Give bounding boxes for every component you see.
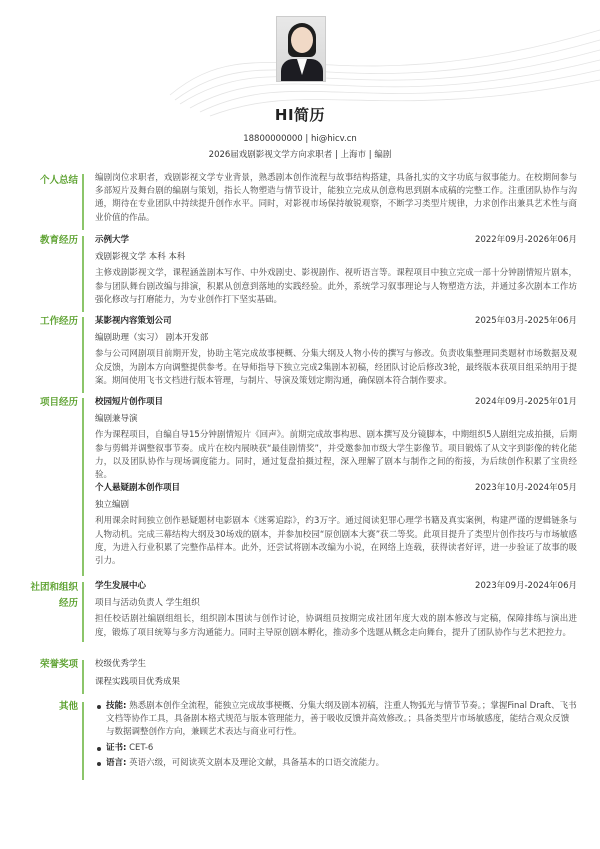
resume-name: HI简历: [274, 106, 326, 124]
company-name: 某影视内容策划公司: [95, 316, 172, 326]
contact-info: 18800000000 | hi@hicv.cn: [243, 134, 357, 144]
other-label: 其他: [58, 701, 78, 712]
other-item-skills: 技能: 熟悉剧本创作全流程，能独立完成故事梗概、分集大纲及剧本初稿，注重人物弧光与情节节奏。；掌握Final Draft、飞书文档等协作工具，具备剧本格式规范与版本管理能力，善于吸收反馈并高效修改。；具备类型片市场敏感度，能结合观众反馈与数据调整创作方向，兼顾艺术表达与商业可行性。: [95, 700, 577, 740]
work-role: 编剧助理（实习） 剧本开发部: [95, 333, 209, 344]
school-name: 示例大学: [95, 235, 130, 245]
campus-role: 项目与活动负责人 学生组织: [95, 598, 200, 609]
education-text: 主修戏剧影视文学，课程涵盖剧本写作、中外戏剧史、影视剧作、视听语言等。课程项目中独立完成一部十分钟剧情短片剧本，参与团队舞台剧改编与排演，积累从创意到落地的实践经验。此外，系统学习叙事理论与人物塑造方法，并通过多次剧本工作坊强化修改与打磨能力，为专业创作打下坚实基础。: [95, 268, 577, 305]
campus-org: 学生发展中心: [95, 581, 147, 591]
project-text: 利用课余时间独立创作悬疑题材电影剧本《迷雾追踪》，约3万字。通过阅读犯罪心理学书籍及真实案例，构建严谨的逻辑链条与人物动机。完成三幕结构大纲及30场戏的剧本，并参加校园“原创剧本大赛”获二等奖。此项目提升了类型片创作技巧与市场敏感度，为进入行业积累了完整作品样本。此外，还尝试将剧本改编为小说，在网络上连载，获得读者好评，进一步验证了故事的吸引力。: [95, 516, 577, 566]
campus-header: [95, 580, 577, 593]
education-header: [95, 234, 577, 247]
project-name: 校园短片创作项目: [95, 397, 164, 407]
section-divider-line: [82, 582, 84, 642]
other-item-certificate: 证书: CET-6: [95, 742, 577, 755]
project-name: 个人悬疑剧本创作项目: [95, 483, 181, 494]
project-item: [95, 482, 577, 568]
education-date: 2022年09月-2026年06月: [475, 235, 577, 245]
section-divider-line: [82, 236, 84, 312]
summary-text: 编剧岗位求职者，戏剧影视文学专业背景，熟悉剧本创作流程与故事结构搭建，具备扎实的文字功底与叙事能力。在校期间参与多部短片及舞台剧的编剧与策划，指长人物塑造与情节设计，能独立完成从创意构思到剧本成稿的完整工作。注重团队协作与沟通，期待在专业团队中持续提升创作水平。同时，对影视市场保持敏锐观察，不断学习类型片规律，力求创作出兼具艺术性与商业价值的作品。: [95, 173, 577, 223]
job-intent: 2026届戏剧影视文学方向求职者 | 上海市 | 编剧: [208, 150, 392, 160]
projects-label: 项目经历: [39, 397, 78, 408]
work-date: 2025年03月-2025年06月: [475, 316, 577, 326]
education-major: 戏剧影视文学 本科 本科: [95, 252, 186, 263]
awards-label: 荣誉奖项: [39, 659, 78, 670]
campus-date: 2023年09月-2024年06月: [475, 581, 577, 591]
work-text: 参与公司网剧项目前期开发，协助主笔完成故事梗概、分集大纲及人物小传的撰写与修改。负责收集整理同类题材市场数据及观众反馈，为剧本方向调整提供参考。在导师指导下独立完成2集剧本初稿，经团队讨论后修改3轮，最终版本获项目组采纳用于提案。期间使用飞书文档进行版本管理，与制片、导演及策划定期沟通，确保剧本符合制作要求。: [95, 349, 577, 386]
section-divider-line: [82, 702, 84, 780]
section-divider-line: [82, 174, 84, 230]
campus-label: 社团和组织 经历: [30, 582, 78, 610]
education-label: 教育经历: [39, 235, 78, 246]
project-role: 编剧兼导演: [95, 414, 138, 425]
award-item: 校级优秀学生: [95, 659, 147, 669]
other-item-language: 语言: 英语六级，可阅读英文剧本及理论文献，具备基本的口语交流能力。: [95, 757, 577, 770]
project-date: 2023年10月-2024年05月: [475, 483, 577, 494]
summary-label: 个人总结: [39, 175, 78, 186]
campus-text: 担任校话剧社编剧组组长，组织剧本围读与创作讨论，协调组员按期完成社团年度大戏的剧本修改与定稿，保障排练与演出进度，锻炼了项目统筹与多方沟通能力。同时主导原创剧本孵化，推动多个选题从概念走向舞台，提升了团队协作与艺术把控力。: [95, 614, 577, 638]
project-item: [95, 396, 577, 482]
section-divider-line: [82, 317, 84, 393]
project-role: 独立编剧: [95, 500, 130, 511]
profile-photo: [276, 16, 326, 82]
project-date: 2024年09月-2025年01月: [475, 397, 577, 407]
section-divider-line: [82, 398, 84, 576]
award-item: 课程实践项目优秀成果: [95, 677, 181, 688]
project-text: 作为课程项目，自编自导15分钟剧情短片《回声》。前期完成故事构思、剧本撰写及分镜脚本，中期组织5人剧组完成拍摄，后期参与剪辑并调整叙事节奏。成片在校内展映获“最佳剧情奖”，并受邀参加市级大学生影像节。项目锻炼了从文字到影像的转化能力，以及团队协作与现场调度能力。同时，通过复盘拍摄过程，深入理解了剧本与制作之间的衔接，为后续创作积累了宝贵经验。: [95, 430, 577, 480]
work-label: 工作经历: [39, 316, 78, 327]
section-divider-line: [82, 660, 84, 694]
work-header: [95, 315, 577, 328]
